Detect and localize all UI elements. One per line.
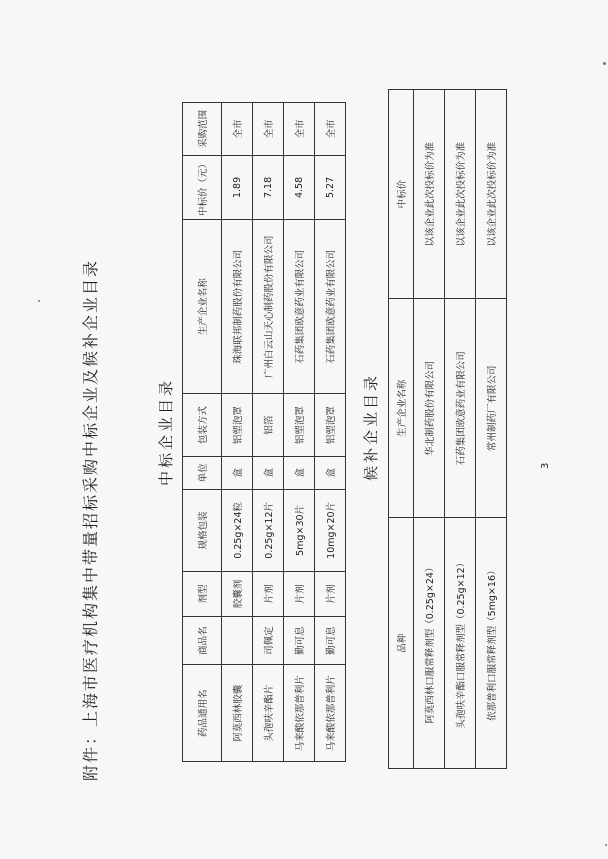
table-cell: 胶囊剂 xyxy=(222,572,253,617)
table-cell: 依那普利口服常释剂型（5mg×16） xyxy=(476,518,507,769)
header-cell: 采购范围 xyxy=(183,103,222,156)
table-row xyxy=(445,90,476,769)
table-cell: 全市 xyxy=(315,103,346,156)
header-cell: 剂型 xyxy=(183,572,222,617)
table-cell: 7.18 xyxy=(253,155,284,219)
header-cell: 品种 xyxy=(389,518,414,769)
header-cell: 药品通用名 xyxy=(183,665,222,762)
header-cell: 生产企业名称 xyxy=(183,220,222,394)
table-cell: 头孢呋辛酯片 xyxy=(253,665,284,762)
table-row xyxy=(253,103,284,762)
table-cell: 铝塑泡罩 xyxy=(222,394,253,457)
table-cell: 阿莫西林口服常释剂型（0.25g×24） xyxy=(414,518,445,769)
table-cell: 5mg×30片 xyxy=(284,489,315,571)
table-cell: 华北制药股份有限公司 xyxy=(414,299,445,518)
scan-speck xyxy=(603,62,606,65)
table-row xyxy=(315,103,346,762)
document-title: 附件：上海市医疗机构集中带量招标采购中标企业及候补企业目录 xyxy=(81,258,100,781)
candidate-enterprise-table xyxy=(388,89,507,769)
table-cell: 10mg×20片 xyxy=(315,489,346,571)
table-cell: 0.25g×12片 xyxy=(253,489,284,571)
table-cell: 片剂 xyxy=(315,572,346,617)
section-heading-winning: 中标企业目录 xyxy=(157,377,175,486)
table-cell: 1.89 xyxy=(222,155,253,219)
header-cell: 包装方式 xyxy=(183,394,222,457)
table-cell: 珠海联邦制药股份有限公司 xyxy=(222,220,253,394)
table-cell: 全市 xyxy=(253,103,284,156)
header-cell: 单位 xyxy=(183,456,222,489)
table-cell: 片剂 xyxy=(253,572,284,617)
table-cell: 马来酸依那普利片 xyxy=(315,665,346,762)
table-cell: 石药集团欧意药业有限公司 xyxy=(445,299,476,518)
table-header-row xyxy=(183,103,222,762)
table-cell: 盒 xyxy=(284,456,315,489)
header-cell: 生产企业名称 xyxy=(389,299,414,518)
table-cell: 头孢呋辛酯口服常释剂型（0.25g×12） xyxy=(445,518,476,769)
table-cell: 常州制药厂有限公司 xyxy=(476,299,507,518)
table-cell: 以该企业此次投标价为准 xyxy=(445,90,476,299)
winning-enterprise-table xyxy=(182,102,346,762)
table-cell: 广州白云山天心制药股份有限公司 xyxy=(253,220,284,394)
table-row xyxy=(476,90,507,769)
table-cell: 铝塑泡罩 xyxy=(315,394,346,457)
table-cell: 0.25g×24粒 xyxy=(222,489,253,571)
table-cell: 司佩定 xyxy=(253,616,284,665)
table-cell: 铝塑泡罩 xyxy=(284,394,315,457)
table-cell: 4.58 xyxy=(284,155,315,219)
table-row xyxy=(284,103,315,762)
table-cell: 石药集团欧意药业有限公司 xyxy=(284,220,315,394)
table-cell: 全市 xyxy=(222,103,253,156)
table-cell: 马来酸依那普利片 xyxy=(284,665,315,762)
table-cell: 盒 xyxy=(315,456,346,489)
scan-speck xyxy=(605,844,607,846)
table-cell: 石药集团欧意药业有限公司 xyxy=(315,220,346,394)
section-heading-candidate: 候补企业目录 xyxy=(362,372,380,481)
header-cell: 规格包装 xyxy=(183,489,222,571)
table-row xyxy=(222,103,253,762)
table-cell: 铝箔 xyxy=(253,394,284,457)
table-cell: 阿莫西林胶囊 xyxy=(222,665,253,762)
table-cell: 勤可息 xyxy=(315,616,346,665)
table-cell: 以该企业此次投标价为准 xyxy=(414,90,445,299)
table-cell: 勤可息 xyxy=(284,616,315,665)
table-cell: 盒 xyxy=(222,456,253,489)
header-cell: 中标价 xyxy=(389,90,414,299)
table-cell: 全市 xyxy=(284,103,315,156)
table-row xyxy=(414,90,445,769)
scan-speck xyxy=(38,300,40,302)
table-cell: 盒 xyxy=(253,456,284,489)
header-cell: 商品名 xyxy=(183,616,222,665)
page-number: 3 xyxy=(540,462,551,469)
table-header-row xyxy=(389,90,414,769)
table-cell: 5.27 xyxy=(315,155,346,219)
table-cell: 片剂 xyxy=(284,572,315,617)
table-cell xyxy=(222,616,253,665)
header-cell: 中标价（元） xyxy=(183,155,222,219)
table-cell: 以该企业此次投标价为准 xyxy=(476,90,507,299)
